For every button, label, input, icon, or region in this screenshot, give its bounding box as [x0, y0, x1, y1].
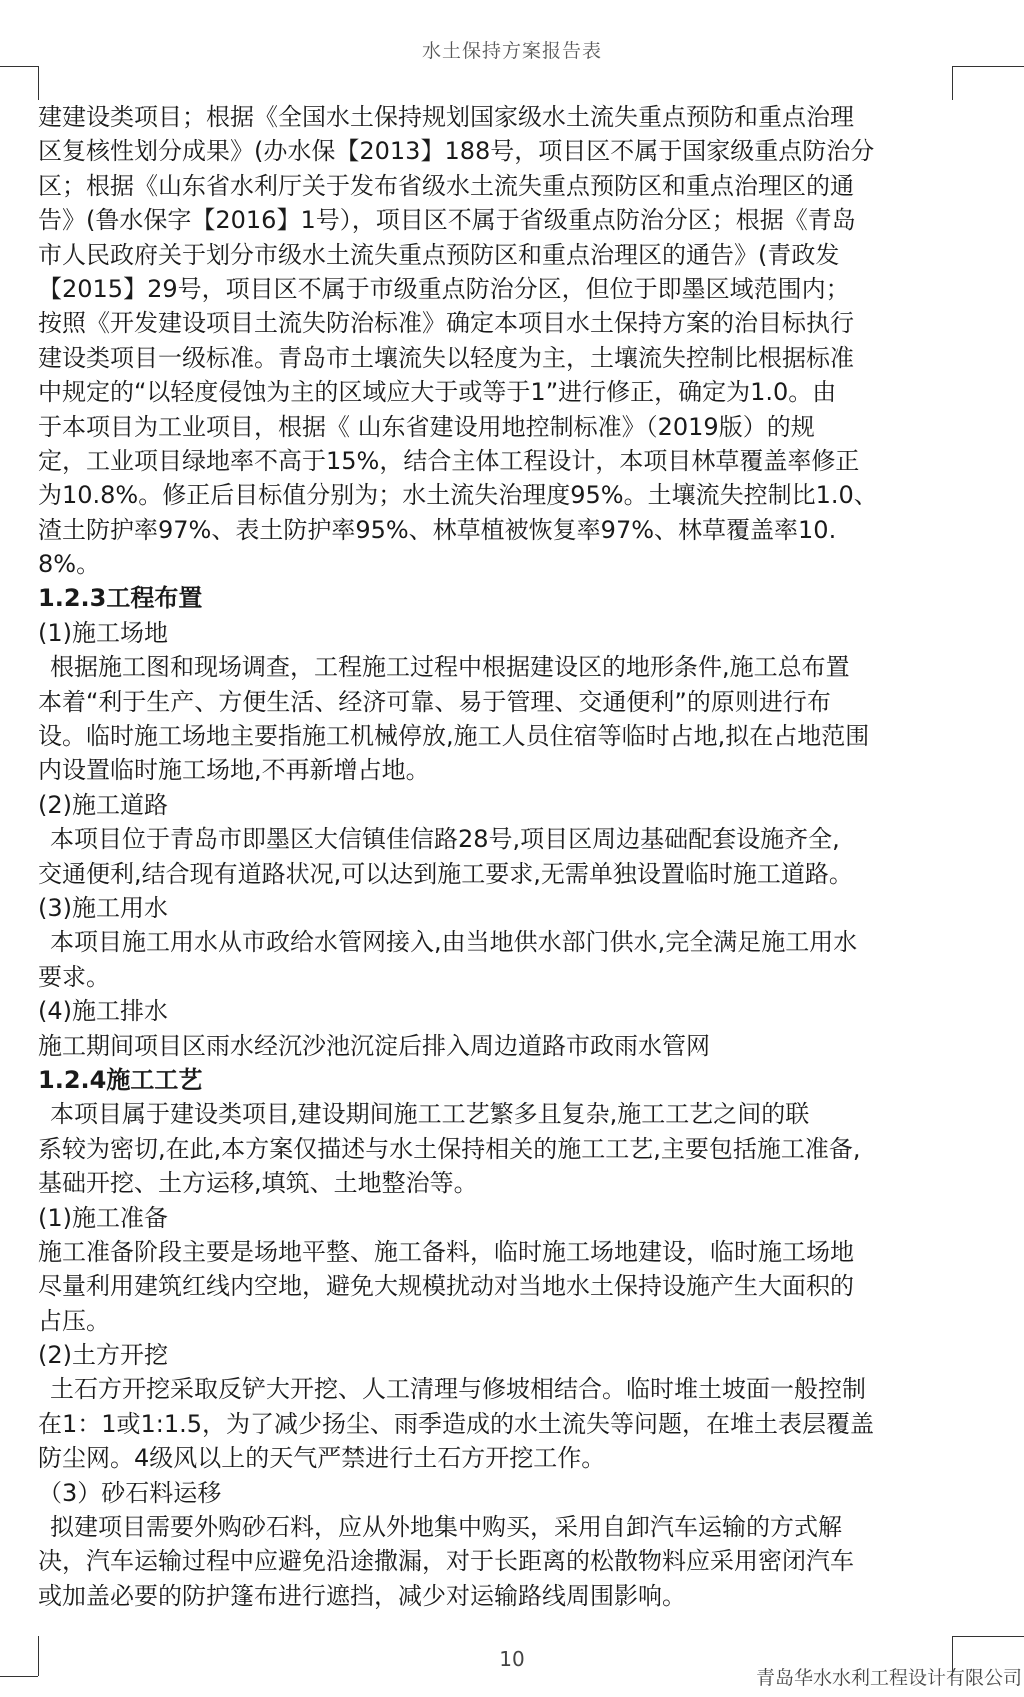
body-line: 定，工业项目绿地率不高于15%，结合主体工程设计，本项目林草覆盖率修正: [38, 446, 860, 475]
subheading-construction-water: (3)施工用水: [38, 893, 168, 922]
body-line: 按照《开发建设项目土流失防治标准》确定本项目水土保持方案的治目标执行: [38, 309, 854, 338]
body-line: 根据施工图和现场调查，工程施工过程中根据建设区的地形条件,施工总布置: [50, 653, 850, 682]
body-line: 8%。: [38, 550, 101, 579]
subheading-earth-excavation: (2)土方开挖: [38, 1341, 168, 1370]
subheading-construction-site: (1)施工场地: [38, 618, 168, 647]
crop-mark-bottom-right: [952, 1636, 1024, 1637]
body-line: 设。临时施工场地主要指施工机械停放,施工人员住宿等临时占地,拟在占地范围: [38, 722, 870, 751]
body-line: 施工准备阶段主要是场地平整、施工备料，临时施工场地建设，临时施工场地: [38, 1237, 854, 1266]
subheading-construction-road: (2)施工道路: [38, 790, 168, 819]
body-line: 本着“利于生产、方便生活、经济可靠、易于管理、交通便利”的原则进行布: [38, 687, 831, 716]
page-number: 10: [499, 1647, 525, 1671]
crop-mark-top-right-vertical: [952, 66, 953, 100]
body-line: 系较为密切,在此,本方案仅描述与水土保持相关的施工工艺,主要包括施工准备,: [38, 1134, 861, 1163]
body-line: 本项目施工用水从市政给水管网接入,由当地供水部门供水,完全满足施工用水: [50, 928, 858, 957]
crop-mark-top-left-vertical: [38, 66, 39, 100]
subheading-construction-preparation: (1)施工准备: [38, 1203, 168, 1232]
body-line: 区；根据《山东省水利厅关于发布省级水土流失重点预防区和重点治理区的通: [38, 171, 854, 200]
body-line: 施工期间项目区雨水经沉沙池沉淀后排入周边道路市政雨水管网: [38, 1031, 710, 1060]
body-line: 为10.8%。修正后目标值分别为；水土流失治理度95%。土壤流失控制比1.0、: [38, 481, 878, 510]
body-line: 土石方开挖采取反铲大开挖、人工清理与修坡相结合。临时堆土坡面一般控制: [50, 1375, 866, 1404]
subheading-construction-drainage: (4)施工排水: [38, 997, 168, 1026]
body-line: 决，汽车运输过程中应避免沿途撒漏，对于长距离的松散物料应采用密闭汽车: [38, 1547, 854, 1576]
body-line: 本项目属于建设类项目,建设期间施工工艺繁多且复杂,施工工艺之间的联: [50, 1100, 810, 1129]
body-line: 建建设类项目；根据《全国水土保持规划国家级水土流失重点预防和重点治理: [38, 103, 854, 131]
body-line: 交通便利,结合现有道路状况,可以达到施工要求,无需单独设置临时施工道路。: [38, 859, 853, 888]
body-line: 区复核性划分成果》(办水保【2013】188号，项目区不属于国家级重点防治分: [38, 137, 875, 166]
section-heading-1-2-3: 1.2.3工程布置: [38, 584, 203, 613]
body-line: 拟建项目需要外购砂石料，应从外地集中购买，采用自卸汽车运输的方式解: [50, 1513, 842, 1542]
body-line: 中规定的“以轻度侵蚀为主的区域应大于或等于1”进行修正，确定为1.0。由: [38, 378, 837, 407]
body-line: 在1：1或1:1.5，为了减少扬尘、雨季造成的水土流失等问题，在堆土表层覆盖: [38, 1409, 875, 1438]
body-line: 建设类项目一级标准。青岛市土壤流失以轻度为主，土壤流失控制比根据标准: [38, 343, 854, 372]
subheading-gravel-transport: （3）砂石料运移: [38, 1478, 222, 1507]
body-line: 防尘网。4级风以上的天气严禁进行土石方开挖工作。: [38, 1444, 606, 1473]
body-line: 告》(鲁水保字【2016】1号），项目区不属于省级重点防治分区；根据《青岛: [38, 206, 856, 235]
document-body: [38, 100, 950, 1613]
crop-mark-top-right: [952, 66, 1024, 67]
body-line: 要求。: [38, 962, 110, 991]
body-line: 渣土防护率97%、表土防护率95%、林草植被恢复率97%、林草覆盖率10.: [38, 515, 837, 544]
body-line: 或加盖必要的防护篷布进行遮挡，减少对运输路线周围影响。: [38, 1581, 686, 1610]
company-name: 青岛华水水利工程设计有限公司: [756, 1667, 1023, 1689]
body-line: 市人民政府关于划分市级水土流失重点预防区和重点治理区的通告》(青政发: [38, 240, 840, 269]
body-line: 于本项目为工业项目，根据《 山东省建设用地控制标准》（2019版）的规: [38, 412, 815, 441]
body-line: 占压。: [38, 1306, 110, 1335]
crop-mark-top-left: [0, 66, 38, 67]
body-line: 基础开挖、土方运移,填筑、土地整治等。: [38, 1169, 478, 1198]
page-header-title: 水土保持方案报告表: [421, 40, 602, 62]
body-line: 内设置临时施工场地,不再新增占地。: [38, 756, 430, 785]
body-line: 本项目位于青岛市即墨区大信镇佳信路28号,项目区周边基础配套设施齐全,: [50, 825, 840, 854]
body-line: 【2015】29号，项目区不属于市级重点防治分区，但位于即墨区域范围内；: [38, 274, 850, 303]
crop-mark-bottom-left: [0, 1676, 38, 1677]
body-line: 尽量利用建筑红线内空地，避免大规模扰动对当地水土保持设施产生大面积的: [38, 1272, 854, 1301]
section-heading-1-2-4: 1.2.4施工工艺: [38, 1065, 203, 1094]
